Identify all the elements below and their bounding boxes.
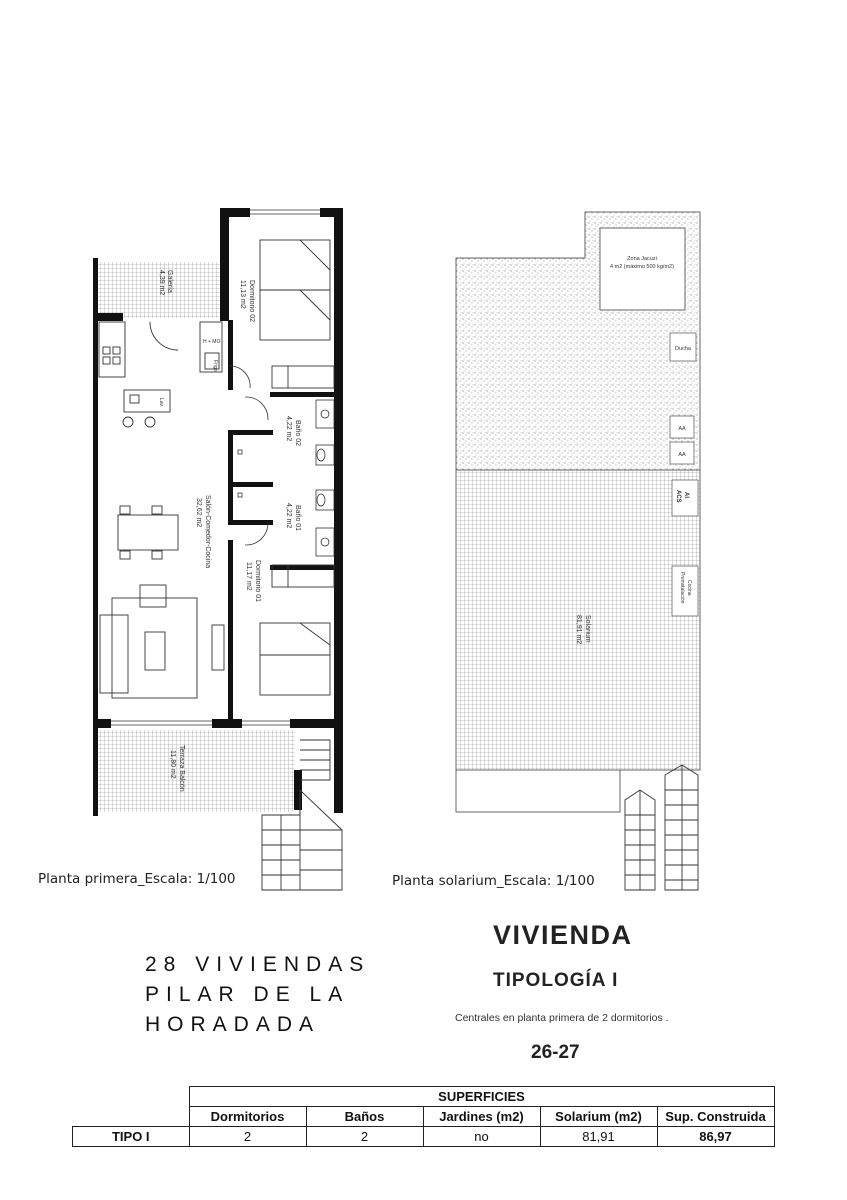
title-vivienda: VIVIENDA	[493, 920, 633, 950]
table-header: Dormitorios	[189, 1107, 306, 1127]
dining-table	[118, 506, 178, 559]
project-line-2: PILAR DE LA	[145, 983, 350, 1006]
project-name	[145, 950, 370, 1040]
label-frigo: Frigo	[212, 360, 218, 372]
label-ducha: Ducha	[675, 346, 691, 352]
label-aa-1: AA	[678, 426, 686, 432]
solarium-caption: Planta solarium_Escala: 1/100	[392, 873, 595, 889]
label-salon-area: 32,62 m2	[195, 498, 202, 528]
label-acs: ACS	[675, 490, 681, 503]
label-galeria: Galería	[166, 270, 173, 293]
wardrobes	[272, 366, 334, 587]
label-bano1: Baño 01	[294, 505, 301, 532]
label-jacuzzi: Zona Jacuzi	[627, 256, 657, 262]
table-cell: 2	[306, 1127, 423, 1147]
label-dormitorio1: Dormitorio 01	[254, 560, 261, 603]
living-furniture	[100, 585, 224, 698]
table-header: Baños	[306, 1107, 423, 1127]
label-bano1-area: 4,22 m2	[285, 503, 292, 529]
label-terraza-area: 11,80 m2	[169, 750, 176, 779]
first-floor-caption: Planta primera_Escala: 1/100	[38, 871, 236, 887]
label-bano2-area: 4,22 m2	[285, 416, 292, 442]
table-header: Sup. Construida	[657, 1107, 774, 1127]
table-row-label: TIPO I	[73, 1127, 190, 1147]
project-line-1: 28 VIVIENDAS	[145, 953, 371, 976]
title-number: 26-27	[531, 1042, 580, 1063]
first-floor-plan	[93, 208, 343, 890]
project-line-3: HORADADA	[145, 1013, 321, 1036]
label-dormitorio2-area: 11,13 m2	[239, 280, 246, 309]
table-header: Solarium (m2)	[540, 1107, 657, 1127]
label-aa-2: AA	[678, 452, 686, 458]
label-cocina: Cocina	[686, 580, 692, 596]
solarium-plan	[456, 212, 700, 890]
table-cell: 2	[189, 1127, 306, 1147]
table-row	[73, 1127, 775, 1147]
table-cell: 81,91	[540, 1127, 657, 1147]
label-solarium-area: 81,91 m2	[575, 615, 582, 645]
solarium-stairs	[625, 765, 698, 890]
label-salon: Salón-Comedor-Cocina	[204, 495, 211, 569]
label-galeria-area: 4,39 m2	[158, 270, 165, 296]
kitchen	[99, 322, 222, 427]
label-ai: AI	[683, 492, 689, 498]
table-title-row	[73, 1087, 775, 1107]
table-cell: no	[423, 1127, 540, 1147]
superficies-table	[72, 1086, 775, 1147]
beds	[260, 240, 330, 695]
table-header-row	[73, 1107, 775, 1127]
table-header: Jardines (m2)	[423, 1107, 540, 1127]
label-solarium: Solarium	[584, 615, 591, 643]
label-lav: Lav.	[158, 398, 164, 408]
table-title: SUPERFICIES	[189, 1087, 774, 1107]
label-jacuzzi-note: 4 m2 (máximo 500 kg/m2)	[610, 264, 674, 270]
label-bano2: Baño 02	[294, 420, 301, 447]
label-terraza: Terraza Balcón	[178, 745, 185, 792]
label-hmo: H + MO	[203, 339, 221, 345]
terraza-area	[97, 730, 295, 812]
label-dormitorio1-area: 11,17 m2	[245, 562, 252, 591]
label-dormitorio2: Dormitorio 02	[248, 280, 255, 323]
table-cell: 86,97	[657, 1127, 774, 1147]
title-tipologia: TIPOLOGÍA I	[493, 970, 619, 991]
title-subtitle: Centrales en planta primera de 2 dormitorios .	[455, 1012, 669, 1024]
label-preinstalacion: Preinstalación	[679, 572, 685, 604]
